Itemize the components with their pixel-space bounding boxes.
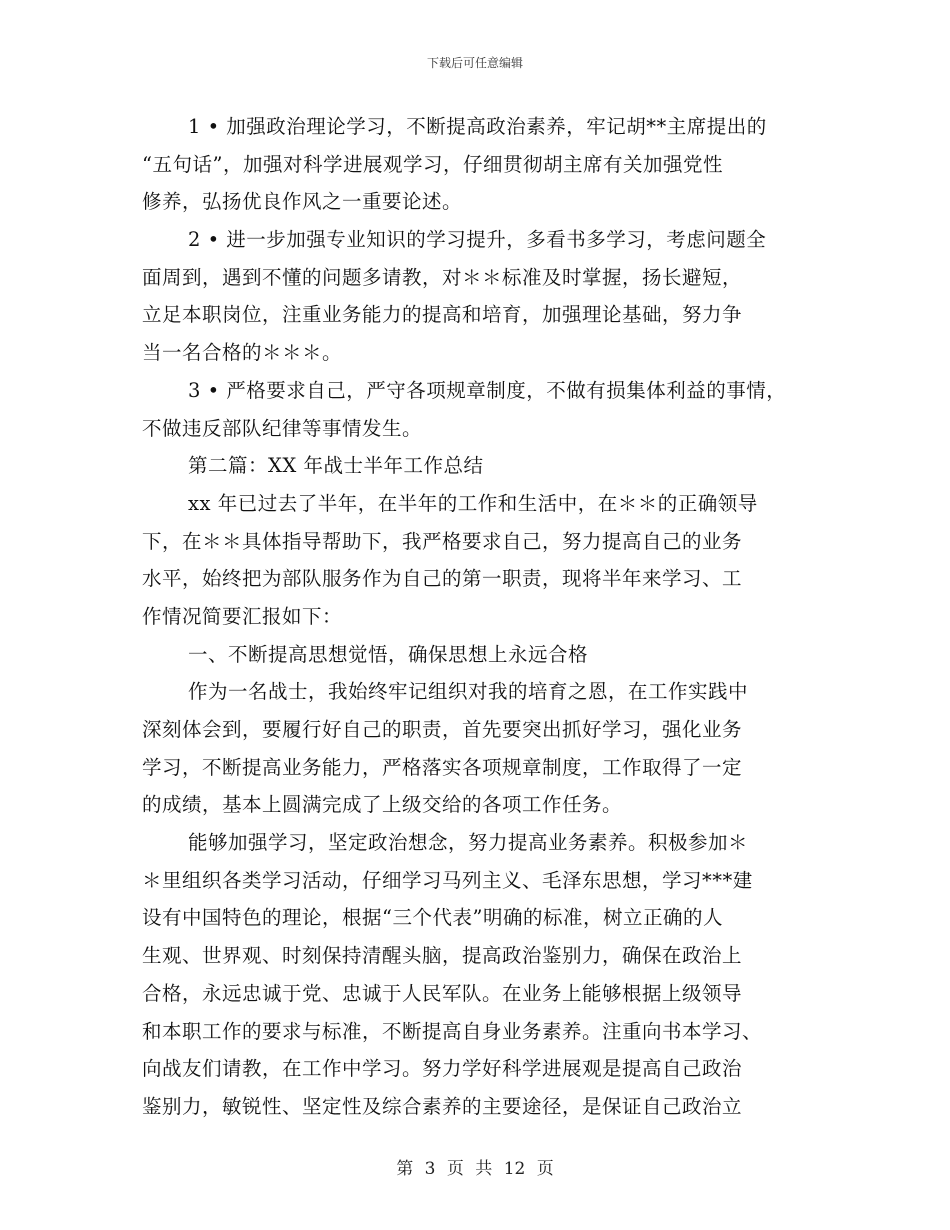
text-line: 立足本职岗位，注重业务能力的提高和培育，加强理论基础，努力争 [142,303,743,327]
text-line: 合格，永远忠诚于党、忠诚于人民军队。在业务上能够根据上级领导 [142,981,743,1005]
text-line: 不做违反部队纪律等事情发生。 [142,416,423,440]
text-line: 深刻体会到，要履行好自己的职责，首先要突出抓好学习，强化业务 [142,718,743,741]
text-line: 作情况简要汇报如下： [142,604,343,628]
text-line: 向战友们请教，在工作中学习。努力学好科学进展观是提高自己政治 [142,1057,743,1081]
text-line: 和本职工作的要求与标准，不断提高自身业务素养。注重向书本学习、 [142,1019,763,1043]
text-line: 一、不断提高思想觉悟，确保思想上永远合格 [188,642,589,666]
text-line: 面周到，遇到不懂的问题多请教，对＊＊标准及时掌握，扬长避短， [142,265,743,289]
text-line: 作为一名战士，我始终牢记组织对我的培育之恩，在工作实践中 [188,680,749,704]
text-line: 设有中国特色的理论，根据“三个代表”明确的标准，树立正确的人 [142,906,723,930]
text-line: 修养，弘扬优良作风之一重要论述。 [142,190,463,214]
text-line: “五句话”，加强对科学进展观学习，仔细贯彻胡主席有关加强党性 [142,152,723,176]
text-line: ＊里组织各类学习活动，仔细学习马列主义、毛泽东思想，学习***建 [142,868,753,892]
text-line: 下，在＊＊具体指导帮助下，我严格要求自己，努力提高自己的业务 [142,529,743,553]
text-line: 当一名合格的＊＊＊。 [142,341,343,365]
page-header: 下载后可任意编辑 [426,56,523,70]
text-line: 的成绩，基本上圆满完成了上级交给的各项工作任务。 [142,793,623,817]
text-line: 3 • 严格要求自己，严守各项规章制度，不做有损集体利益的事情， [188,378,787,402]
text-line: xx 年已过去了半年，在半年的工作和生活中，在＊＊的正确领导 [188,491,758,515]
text-line: 水平，始终把为部队服务作为自己的第一职责，现将半年来学习、工 [142,567,743,591]
page-footer: 第 3 页 共 12 页 [396,1159,554,1179]
text-line: 第二篇：XX 年战士半年工作总结 [188,454,484,478]
text-line: 鉴别力，敏锐性、坚定性及综合素养的主要途径，是保证自己政治立 [142,1094,743,1118]
text-line: 学习，不断提高业务能力，严格落实各项规章制度，工作取得了一定 [142,755,743,779]
text-line: 能够加强学习，坚定政治想念，努力提高业务素养。积极参加＊ [188,831,749,855]
text-line: 1 • 加强政治理论学习，不断提高政治素养，牢记胡**主席提出的 [188,115,767,138]
text-line: 2 • 进一步加强专业知识的学习提升，多看书多学习，考虑问题全 [188,228,767,252]
document-body [142,108,822,1126]
text-line: 生观、世界观、时刻保持清醒头脑，提高政治鉴别力，确保在政治上 [142,944,743,968]
